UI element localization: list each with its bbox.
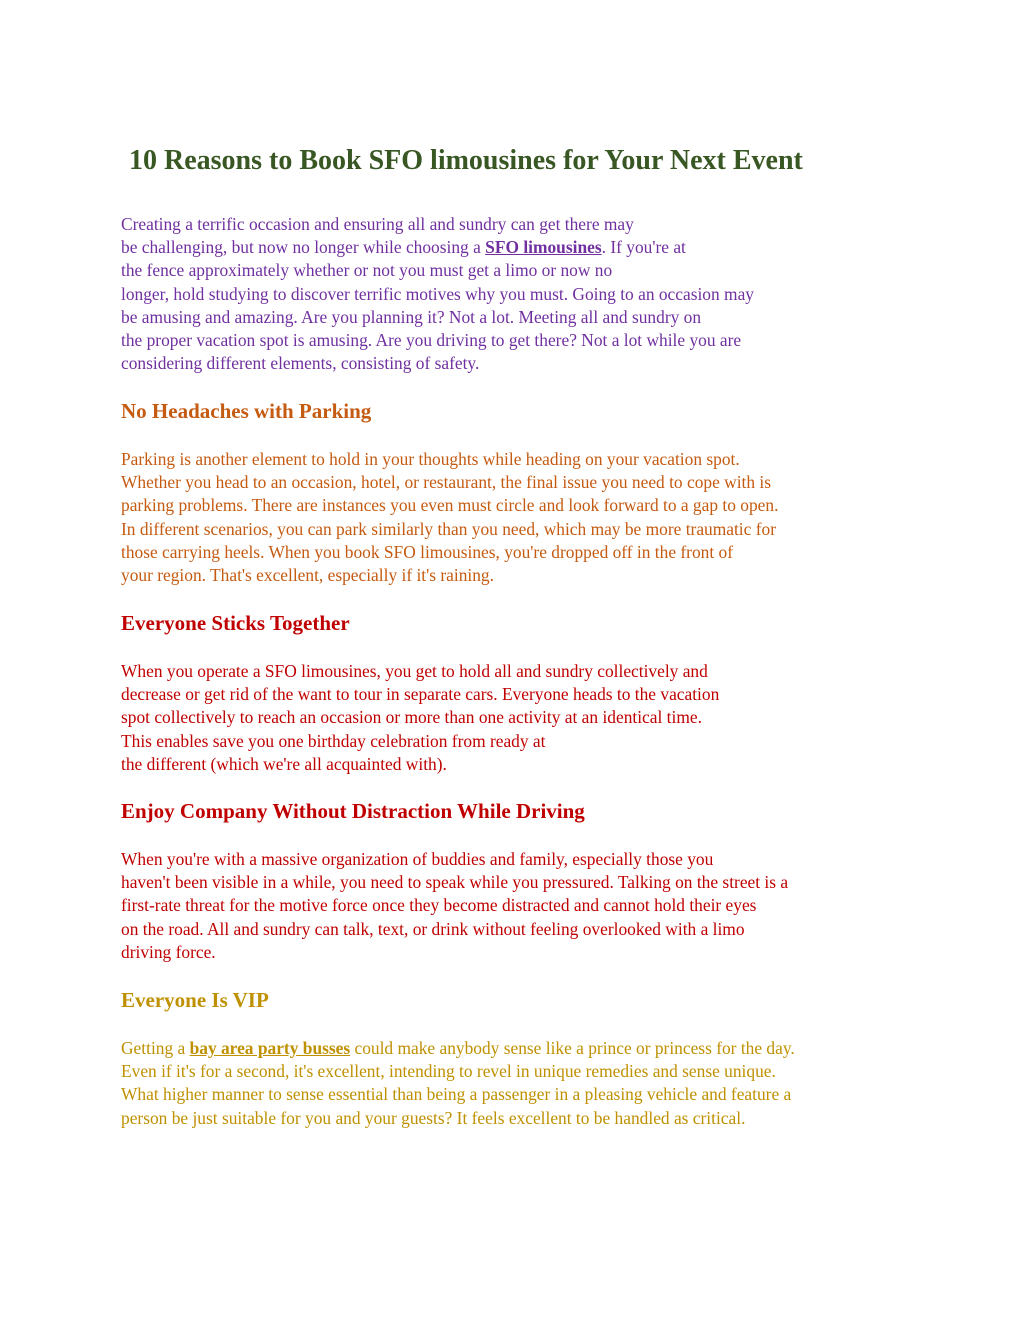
paragraph-line: Even if it's for a second, it's excellent, intending to revel in unique remedies and sense unique. bbox=[121, 1061, 776, 1082]
paragraph-line: Whether you head to an occasion, hotel, or restaurant, the final issue you need to cope with is bbox=[121, 472, 772, 493]
intro-line: considering different elements, consisting of safety. bbox=[121, 353, 480, 374]
paragraph-line: the different (which we're all acquainted with). bbox=[121, 753, 447, 774]
sfo-limousines-link[interactable]: SFO limousines bbox=[485, 237, 602, 258]
paragraph-line: What higher manner to sense essential than being a passenger in a pleasing vehicle and feature a bbox=[121, 1084, 792, 1105]
paragraph-line: decrease or get rid of the want to tour in separate cars. Everyone heads to the vacation bbox=[121, 684, 720, 705]
section-heading-together: Everyone Sticks Together bbox=[121, 611, 350, 635]
paragraph-line: This enables save you one birthday celebration from ready at bbox=[121, 730, 546, 751]
page-title: 10 Reasons to Book SFO limousines for Your Next Event bbox=[129, 145, 803, 176]
intro-line bbox=[121, 236, 754, 259]
paragraph-line: When you operate a SFO limousines, you get to hold all and sundry collectively and bbox=[121, 661, 708, 681]
intro-text: be challenging, but now no longer while choosing a bbox=[121, 237, 486, 258]
section-paragraph-vip bbox=[121, 1037, 795, 1130]
paragraph-line bbox=[121, 1037, 795, 1060]
intro-line: the proper vacation spot is amusing. Are you driving to get there? Not a lot while you are bbox=[121, 330, 742, 351]
paragraph-line: first-rate threat for the motive force once they become distracted and cannot hold their eyes bbox=[121, 895, 757, 916]
bay-area-party-busses-link[interactable]: bay area party busses bbox=[189, 1038, 351, 1058]
section-heading-driving: Enjoy Company Without Distraction While Driving bbox=[121, 799, 585, 823]
paragraph-line: person be just suitable for you and your guests? It feels excellent to be handled as critical. bbox=[121, 1107, 746, 1128]
paragraph-line: those carrying heels. When you book SFO limousines, you're dropped off in the front of bbox=[121, 541, 734, 562]
vip-text: Getting a bbox=[121, 1038, 190, 1058]
paragraph-line: In different scenarios, you can park similarly than you need, which may be more traumatic for bbox=[121, 518, 776, 539]
intro-line: the fence approximately whether or not you must get a limo or now no bbox=[121, 260, 613, 281]
section-paragraph-driving bbox=[121, 848, 788, 964]
section-heading-parking: No Headaches with Parking bbox=[121, 399, 372, 423]
section-paragraph-parking bbox=[121, 448, 778, 587]
paragraph-line: haven't been visible in a while, you need to speak while you pressured. Talking on the street is a bbox=[121, 872, 789, 893]
intro-paragraph bbox=[121, 213, 754, 375]
section-heading-vip: Everyone Is VIP bbox=[121, 988, 269, 1012]
paragraph-line: your region. That's excellent, especially if it's raining. bbox=[121, 565, 494, 586]
paragraph-line: parking problems. There are instances you even must circle and look forward to a gap to open. bbox=[121, 495, 779, 516]
section-paragraph-together bbox=[121, 660, 719, 776]
intro-line: be amusing and amazing. Are you planning it? Not a lot. Meeting all and sundry on bbox=[121, 306, 702, 327]
paragraph-line: on the road. All and sundry can talk, text, or drink without feeling overlooked with a limo bbox=[121, 918, 745, 939]
paragraph-line: Parking is another element to hold in your thoughts while heading on your vacation spot. bbox=[121, 449, 740, 469]
paragraph-line: spot collectively to reach an occasion or more than one activity at an identical time. bbox=[121, 707, 702, 728]
vip-text: could make anybody sense like a prince or princess for the day. bbox=[350, 1038, 795, 1058]
intro-line: Creating a terrific occasion and ensuring all and sundry can get there may bbox=[121, 214, 634, 234]
intro-line: longer, hold studying to discover terrific motives why you must. Going to an occasion may bbox=[121, 283, 754, 304]
intro-text: . If you're at bbox=[601, 237, 686, 258]
paragraph-line: When you're with a massive organization of buddies and family, especially those you bbox=[121, 849, 714, 869]
paragraph-line: driving force. bbox=[121, 941, 216, 962]
